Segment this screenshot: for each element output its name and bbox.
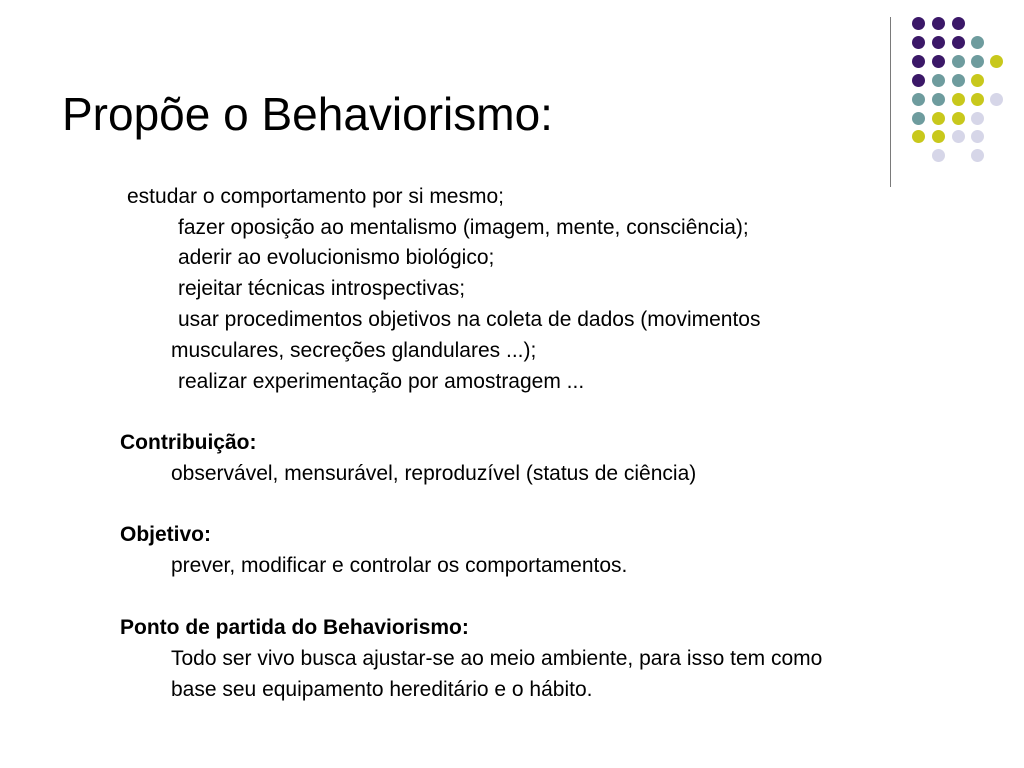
decorative-dot <box>971 130 984 143</box>
decorative-dot <box>952 130 965 143</box>
decorative-dot <box>912 130 925 143</box>
decorative-dot <box>932 55 945 68</box>
decorative-dot <box>952 55 965 68</box>
decorative-dot <box>952 36 965 49</box>
ponto-de-partida-line-2: base seu equipamento hereditário e o hábito. <box>171 678 593 701</box>
decorative-dot <box>952 74 965 87</box>
decorative-dot <box>971 55 984 68</box>
decorative-dot <box>932 130 945 143</box>
decorative-dot <box>990 55 1003 68</box>
objetivo-text: prever, modificar e controlar os comportamentos. <box>171 554 628 577</box>
decorative-dot <box>932 112 945 125</box>
decorative-dot <box>971 36 984 49</box>
contribuicao-heading: Contribuição: <box>120 431 257 454</box>
intro-item-3: aderir ao evolucionismo biológico; <box>178 246 495 269</box>
intro-item-5: usar procedimentos objetivos na coleta de dados (movimentos <box>178 308 761 331</box>
intro-item-6: realizar experimentação por amostragem ... <box>178 370 585 393</box>
decorative-dot <box>932 149 945 162</box>
divider-line <box>890 17 891 187</box>
intro-item-1: estudar o comportamento por si mesmo; <box>127 185 504 208</box>
decorative-dot <box>932 74 945 87</box>
decorative-dot <box>912 112 925 125</box>
ponto-de-partida-line-1: Todo ser vivo busca ajustar-se ao meio ambiente, para isso tem como <box>171 647 823 670</box>
decorative-dot <box>912 55 925 68</box>
contribuicao-text: observável, mensurável, reproduzível (status de ciência) <box>171 462 697 485</box>
decorative-dot <box>912 17 925 30</box>
slide-title: Propõe o Behaviorismo: <box>62 88 553 140</box>
ponto-de-partida-heading: Ponto de partida do Behaviorismo: <box>120 616 469 639</box>
decorative-dot <box>971 149 984 162</box>
decorative-dot <box>952 93 965 106</box>
decorative-dot <box>932 93 945 106</box>
intro-item-5-cont: musculares, secreções glandulares ...); <box>171 339 537 362</box>
intro-item-2: fazer oposição ao mentalismo (imagem, mente, consciência); <box>178 216 749 239</box>
intro-item-4: rejeitar técnicas introspectivas; <box>178 277 466 300</box>
decorative-dot <box>971 74 984 87</box>
decorative-dot <box>912 74 925 87</box>
decorative-dot <box>952 112 965 125</box>
decorative-dot <box>971 112 984 125</box>
decorative-dot <box>912 36 925 49</box>
decorative-dot <box>952 17 965 30</box>
objetivo-heading: Objetivo: <box>120 523 212 546</box>
decorative-dot <box>932 36 945 49</box>
decorative-dot <box>990 93 1003 106</box>
decorative-dot <box>971 93 984 106</box>
decorative-dot <box>932 17 945 30</box>
decorative-dot <box>912 93 925 106</box>
